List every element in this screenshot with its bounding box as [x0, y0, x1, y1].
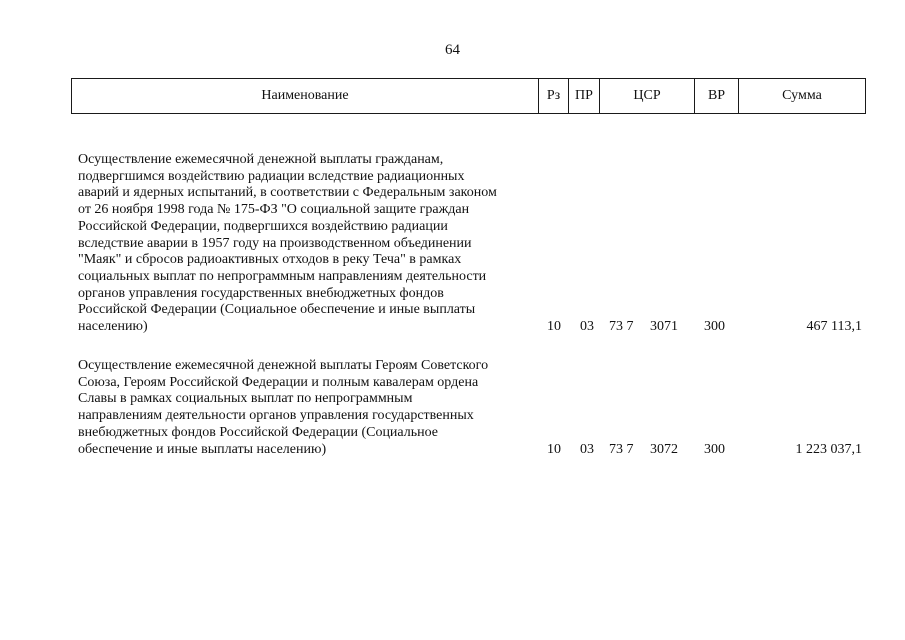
- page-number: 64: [445, 42, 460, 58]
- table-row: [78, 358, 866, 458]
- row-vr: 300: [704, 441, 725, 457]
- row-csr-direction: 3072: [650, 441, 678, 457]
- row-description: Осуществление ежемесячной денежной выплаты гражданам, подвергшимся воздействию радиации вследствие радиационных аварий и ядерных испытаний, в соответствии с Федеральным законом от 26 ноября 1998 года № 175-ФЗ "О социальной защите граждан Российской Федерации, подвергшихся воздействию радиации вследствие аварии в 1957 году на производственном объединении "Маяк" и сбросов радиоактивных отходов в реку Теча" в рамках социальных выплат по непрограммным направлениям деятельности органов управления государственных внебюджетных фондов Российской Федерации (Социальное обеспечение и иные выплаты населению): [78, 152, 497, 335]
- row-csr-program: 73 7: [609, 441, 634, 457]
- header-csr: ЦСР: [600, 79, 695, 113]
- row-vr: 300: [704, 319, 725, 335]
- row-csr-program: 73 7: [609, 319, 634, 335]
- row-rz: 10: [547, 319, 561, 335]
- row-pr: 03: [580, 441, 594, 457]
- row-rz: 10: [547, 441, 561, 457]
- header-rz: Рз: [539, 79, 569, 113]
- row-sum: 467 113,1: [806, 319, 862, 335]
- header-pr: ПР: [569, 79, 600, 113]
- header-sum: Сумма: [782, 88, 822, 103]
- row-sum: 1 223 037,1: [795, 441, 862, 457]
- row-description: Осуществление ежемесячной денежной выплаты Героям Советского Союза, Героям Российской Федерации и полным кавалерам ордена Славы в рамках социальных выплат по непрограммным направлениям деятельности органов управления государственных внебюджетных фондов Российской Федерации (Социальное обеспечение и иные выплаты населению): [78, 358, 489, 457]
- table-row: [78, 152, 866, 336]
- row-csr-direction: 3071: [650, 319, 678, 335]
- table-header: [71, 78, 866, 114]
- row-pr: 03: [580, 319, 594, 335]
- header-vr: ВР: [695, 79, 739, 113]
- header-name: Наименование: [72, 79, 539, 113]
